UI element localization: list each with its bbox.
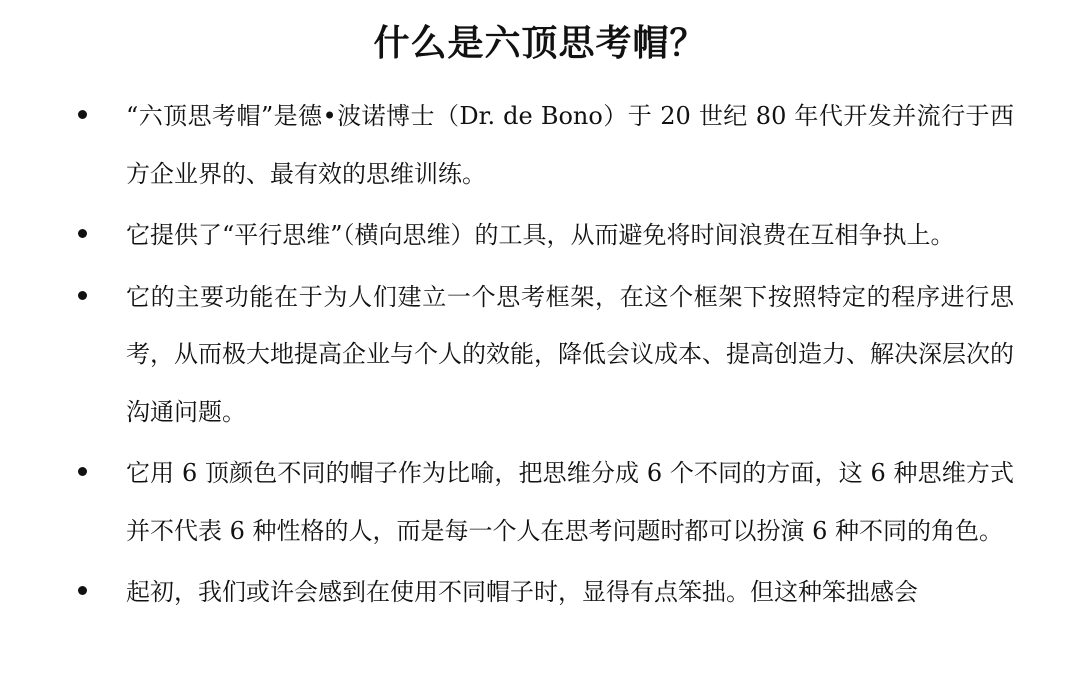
list-item	[0, 88, 1080, 203]
list-item	[0, 207, 1080, 265]
bullet-list	[0, 88, 1080, 626]
list-item-text: 它的主要功能在于为人们建立一个思考框架，在这个框架下按照特定的程序进行思考，从而极大地提高企业与个人的效能，降低会议成本、提高创造力、解决深层次的沟通问题。	[126, 282, 1014, 426]
list-item	[0, 269, 1080, 442]
list-item-text: “六顶思考帽”是德•波诺博士（Dr. de Bono）于 20 世纪 80 年代开发并流行于西方企业界的、最有效的思维训练。	[126, 102, 1014, 188]
list-item-text: 它用 6 顶颜色不同的帽子作为比喻，把思维分成 6 个不同的方面，这 6 种思维方式并不代表 6 种性格的人，而是每一个人在思考问题时都可以扮演 6 种不同的角色。	[126, 459, 1014, 545]
list-item	[0, 445, 1080, 560]
bullet-icon	[78, 586, 87, 595]
list-item-text: 起初，我们或许会感到在使用不同帽子时，显得有点笨拙。但这种笨拙感会	[126, 578, 918, 606]
bullet-icon	[78, 291, 87, 300]
list-item-text: 它提供了“平行思维”（横向思维）的工具，从而避免将时间浪费在互相争执上。	[126, 221, 955, 249]
bullet-icon	[78, 467, 87, 476]
page-title: 什么是六顶思考帽？	[373, 23, 707, 64]
bullet-icon	[78, 229, 87, 238]
bullet-icon	[78, 110, 87, 119]
list-item	[0, 564, 1080, 622]
